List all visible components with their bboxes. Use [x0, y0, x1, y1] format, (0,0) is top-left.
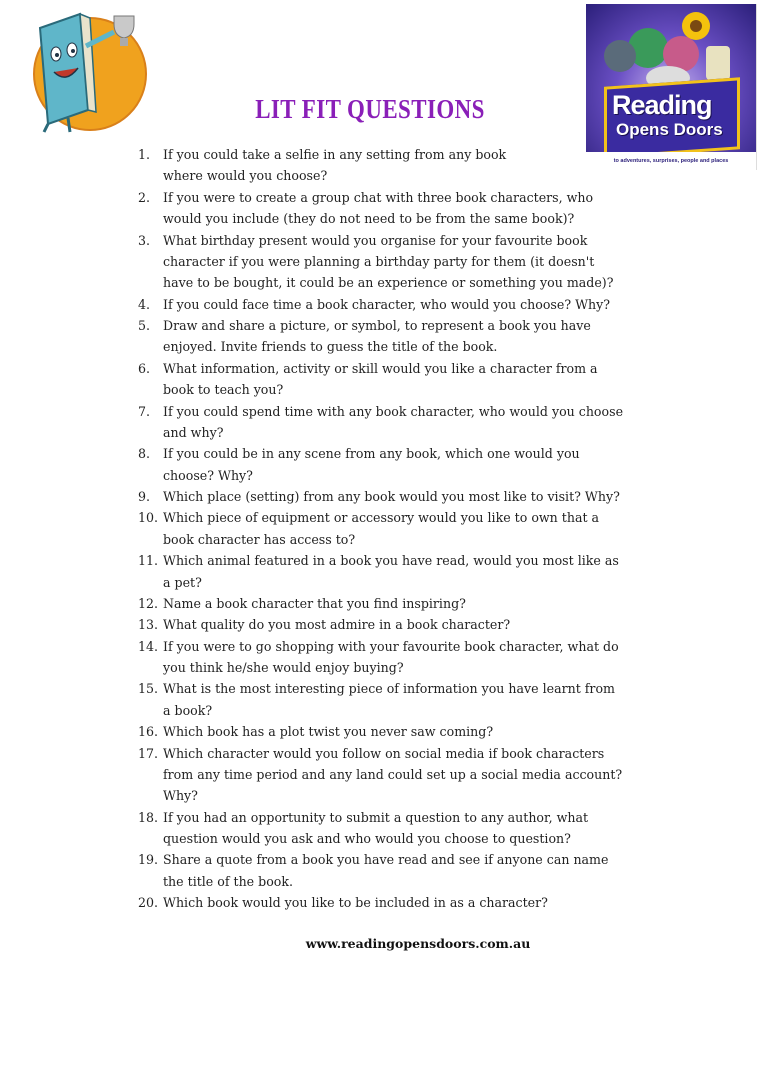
- question-item: [138, 849, 698, 892]
- question-number: 15.: [138, 681, 159, 697]
- question-text: [163, 614, 698, 635]
- question-line: If you could face time a book character, who would you choose? Why?: [163, 296, 611, 312]
- question-line: Draw and share a picture, or symbol, to represent a book you have: [163, 318, 591, 333]
- question-line: What quality do you most admire in a book character?: [163, 617, 511, 633]
- question-number: 12.: [138, 595, 159, 611]
- question-text: [163, 443, 698, 486]
- question-text: [163, 721, 698, 742]
- question-line: a book?: [163, 702, 213, 718]
- question-item: [138, 230, 698, 294]
- question-line: Name a book character that you find inspiring?: [163, 595, 466, 611]
- question-line: Why?: [163, 788, 198, 804]
- question-item: [138, 443, 698, 486]
- question-text: [163, 550, 698, 593]
- logo-line1: Reading: [612, 90, 712, 120]
- question-text: [163, 187, 698, 230]
- question-line: you think he/she would enjoy buying?: [163, 660, 404, 675]
- question-line: If you had an opportunity to submit a question to any author, what: [163, 809, 589, 825]
- question-text: [163, 507, 698, 550]
- question-line: If you could be in any scene from any book, which one would you: [163, 446, 580, 462]
- question-line: If you were to create a group chat with three book characters, who: [163, 189, 594, 205]
- question-item: [138, 486, 698, 507]
- question-text: [163, 892, 698, 913]
- question-item: [138, 401, 698, 444]
- question-line: Which animal featured in a book you have read, would you most like as: [163, 553, 619, 569]
- question-number: 19.: [138, 852, 159, 868]
- logo-tagline: to adventures, surprises, people and places: [613, 158, 729, 164]
- question-line: If you were to go shopping with your favourite book character, what do: [163, 638, 619, 654]
- question-text: [163, 230, 698, 294]
- question-number: 1.: [138, 147, 151, 162]
- question-line: where would you choose?: [163, 168, 328, 184]
- question-text: [163, 849, 698, 892]
- question-text: [163, 807, 698, 850]
- question-item: [138, 636, 698, 679]
- question-text: [163, 593, 698, 614]
- question-item: [138, 144, 698, 187]
- question-text: [163, 358, 698, 401]
- question-number: 9.: [138, 489, 151, 504]
- question-number: 16.: [138, 724, 159, 740]
- question-number: 17.: [138, 745, 159, 761]
- page-title: LIT FIT QUESTIONS: [255, 94, 485, 124]
- question-line: If you could take a selfie in any setting from any book: [163, 147, 507, 162]
- question-line: from any time period and any land could set up a social media account?: [163, 766, 623, 782]
- question-line: the title of the book.: [163, 873, 293, 889]
- question-number: 20.: [138, 895, 159, 911]
- question-item: [138, 294, 698, 315]
- question-line: a pet?: [163, 574, 202, 590]
- question-text: [163, 678, 698, 721]
- question-text: [163, 294, 698, 315]
- question-item: [138, 550, 698, 593]
- question-line: Share a quote from a book you have read and see if anyone can name: [163, 852, 609, 868]
- question-item: [138, 187, 698, 230]
- question-number: 2.: [138, 189, 151, 205]
- question-number: 11.: [138, 553, 159, 569]
- question-line: would you include (they do not need to be from the same book)?: [163, 211, 575, 227]
- logo-artwork: [586, 4, 756, 152]
- question-number: 10.: [138, 510, 159, 526]
- question-line: book to teach you?: [163, 382, 284, 398]
- question-line: What is the most interesting piece of information you have learnt from: [163, 681, 615, 697]
- question-line: enjoyed. Invite friends to guess the title of the book.: [163, 339, 498, 355]
- question-number: 14.: [138, 638, 159, 654]
- question-line: character if you were planning a birthday party for them (it doesn't: [163, 253, 595, 269]
- question-text: [163, 743, 698, 807]
- question-item: [138, 315, 698, 358]
- website-url: www.readingopensdoors.com.au: [305, 936, 531, 951]
- question-line: question would you ask and who would you choose to question?: [163, 831, 571, 846]
- question-number: 5.: [138, 318, 151, 333]
- question-line: What birthday present would you organise for your favourite book: [163, 232, 588, 248]
- question-text: [163, 401, 698, 444]
- question-line: Which piece of equipment or accessory would you like to own that a: [163, 510, 600, 526]
- logo-line2: Opens Doors: [616, 120, 723, 139]
- question-line: Which place (setting) from any book would you most like to visit? Why?: [163, 489, 620, 504]
- question-line: If you could spend time with any book character, who would you choose: [163, 403, 624, 419]
- question-number: 3.: [138, 232, 151, 248]
- question-text: [163, 144, 698, 187]
- question-item: [138, 678, 698, 721]
- question-line: and why?: [163, 424, 224, 440]
- question-item: [138, 807, 698, 850]
- question-item: [138, 743, 698, 807]
- question-line: Which book has a plot twist you never saw coming?: [163, 724, 494, 740]
- question-item: [138, 507, 698, 550]
- question-item: [138, 892, 698, 913]
- book-mascot-illustration: [18, 6, 153, 134]
- question-item: [138, 721, 698, 742]
- question-line: book character has access to?: [163, 531, 356, 547]
- question-text: [163, 315, 698, 358]
- question-item: [138, 593, 698, 614]
- question-number: 6.: [138, 360, 151, 376]
- question-text: [163, 636, 698, 679]
- questions-list: [138, 144, 698, 914]
- question-number: 18.: [138, 809, 159, 825]
- question-number: 8.: [138, 446, 151, 462]
- question-line: What information, activity or skill would you like a character from a: [163, 360, 598, 376]
- question-text: [163, 486, 698, 507]
- question-line: have to be bought, it could be an experience or something you made)?: [163, 275, 614, 291]
- question-item: [138, 614, 698, 635]
- question-line: Which character would you follow on social media if book characters: [163, 745, 605, 761]
- book-character-icon: [18, 6, 153, 134]
- question-number: 13.: [138, 617, 159, 633]
- question-item: [138, 358, 698, 401]
- question-number: 4.: [138, 296, 151, 312]
- question-line: Which book would you like to be included in as a character?: [163, 895, 548, 911]
- question-number: 7.: [138, 403, 151, 419]
- question-line: choose? Why?: [163, 467, 253, 483]
